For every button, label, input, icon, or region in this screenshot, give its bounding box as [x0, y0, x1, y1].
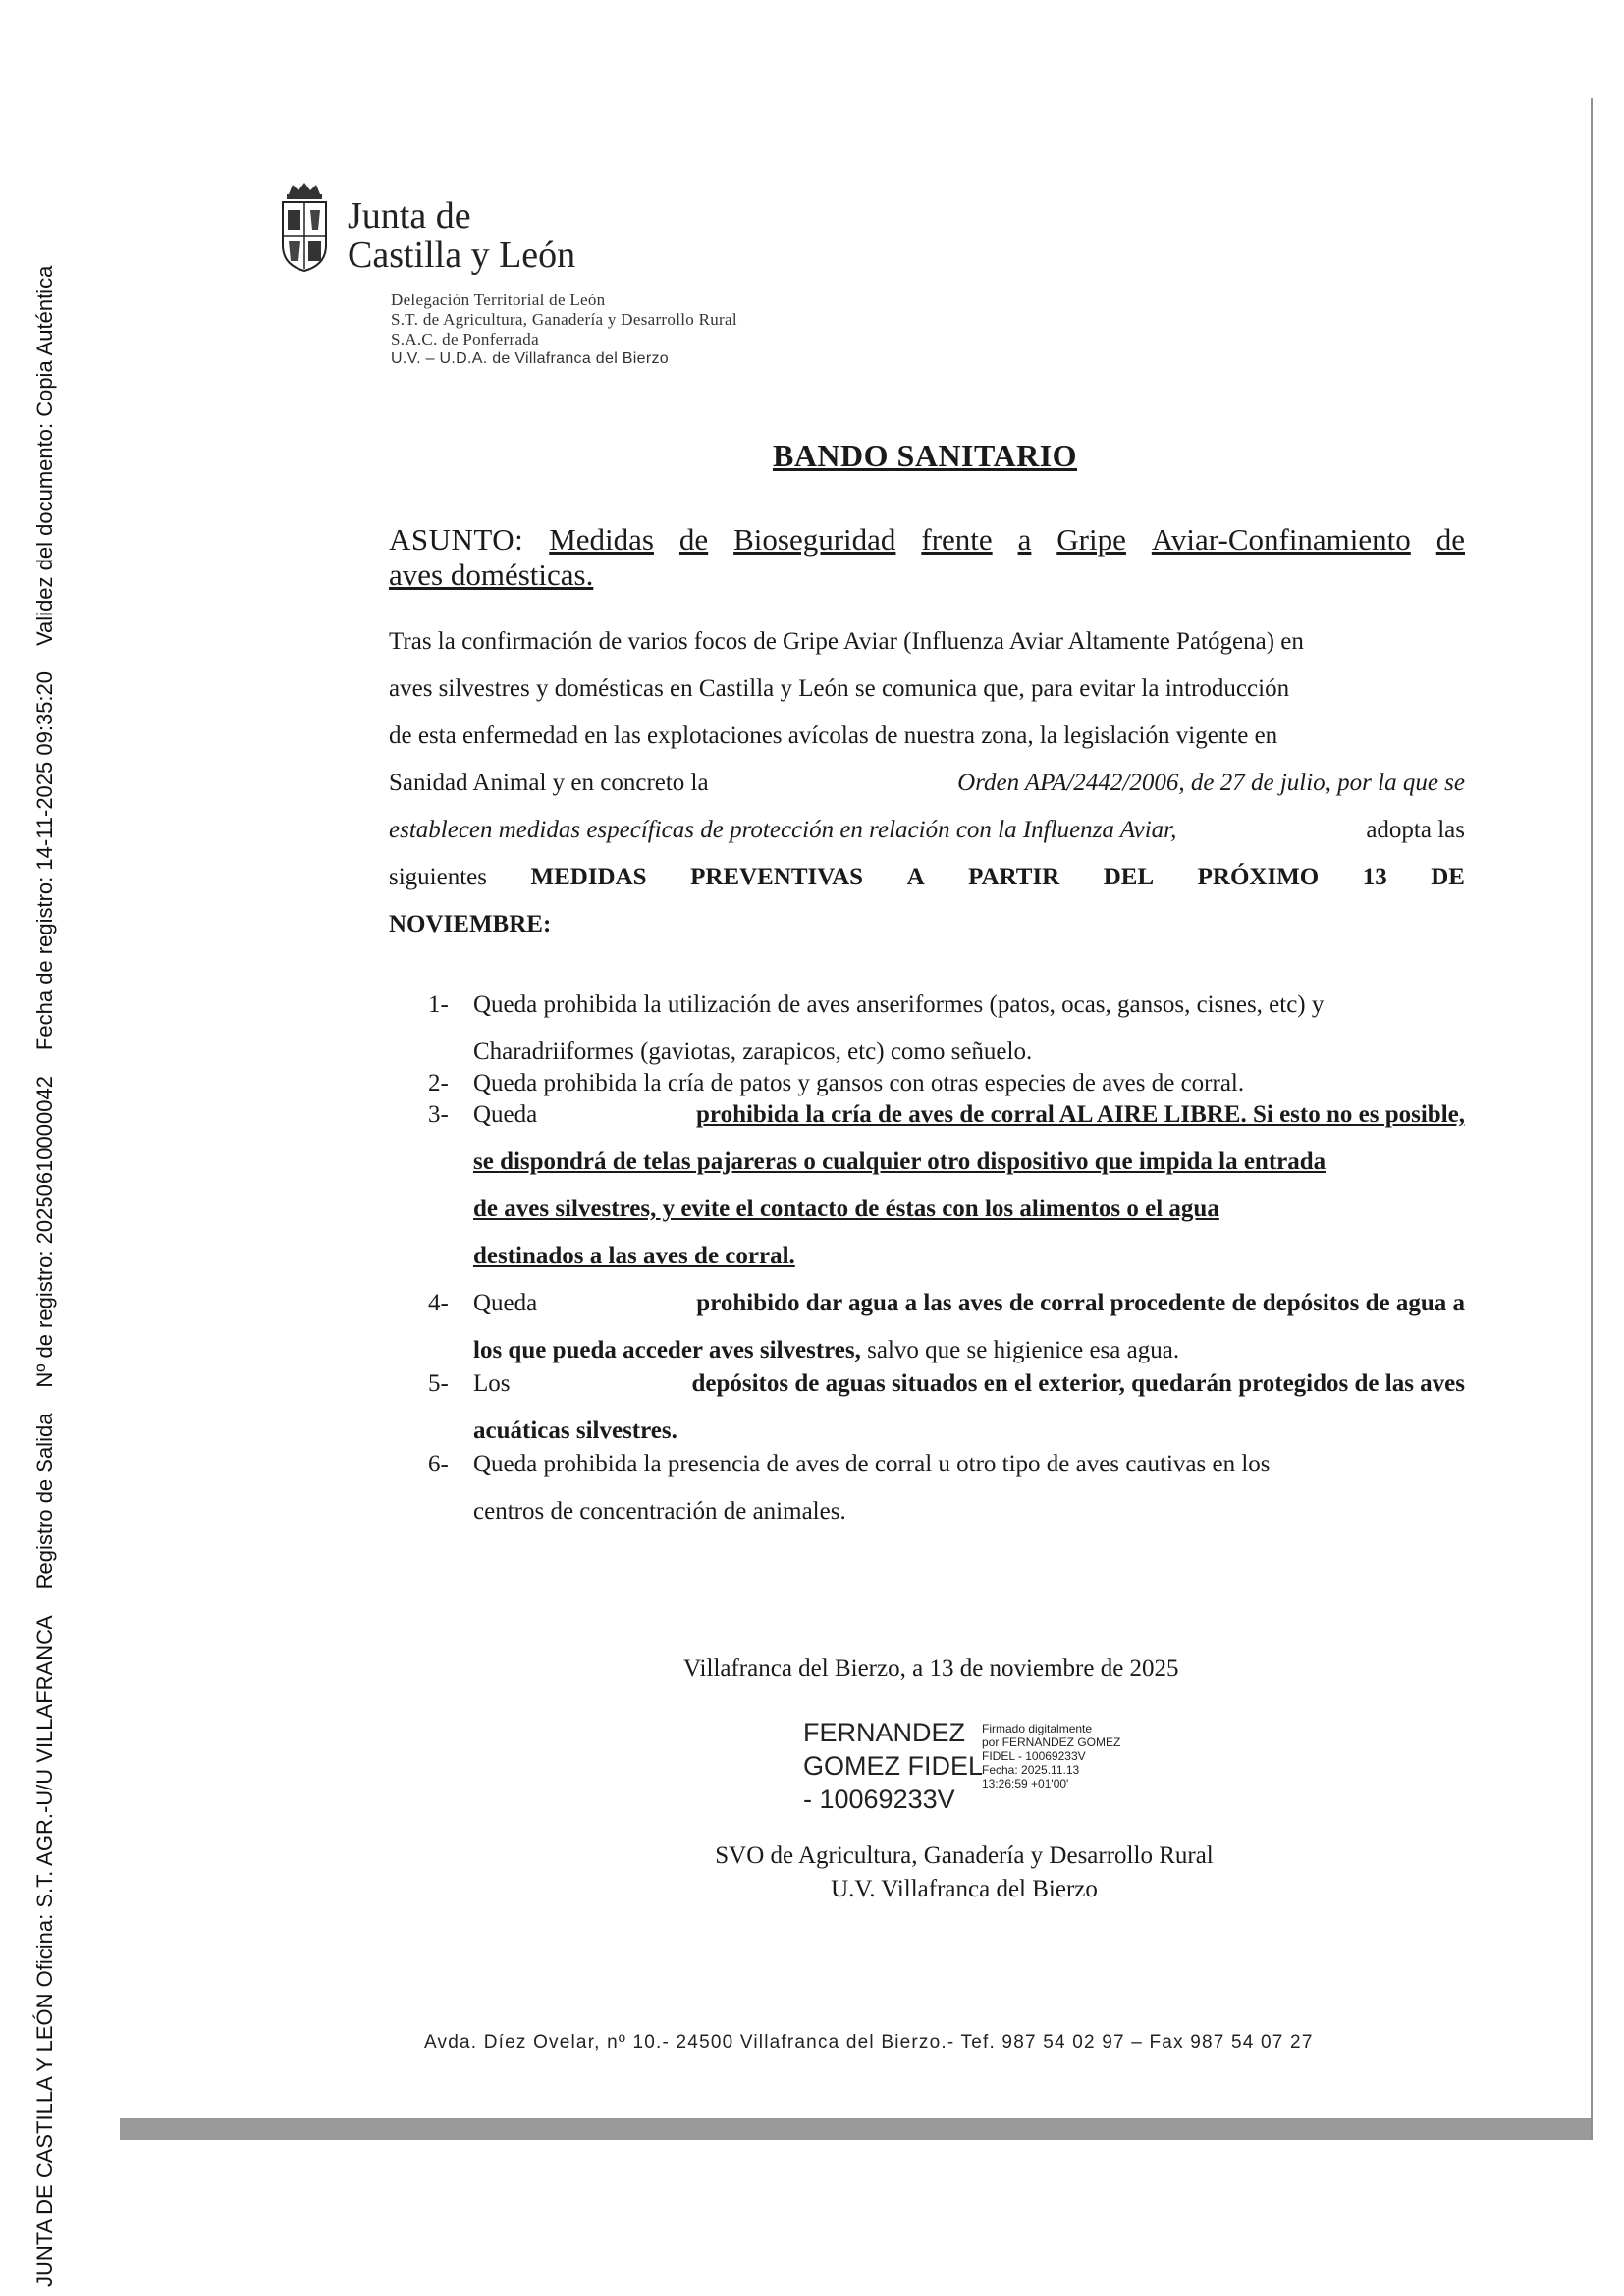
stamp-registry-date: Fecha de registro: 14-11-2025 09:35:20 [32, 670, 57, 1051]
item-number: 5- [428, 1370, 449, 1397]
stamp-registry-number: Nº de registro: 20250610000042 [32, 1076, 57, 1388]
intro-emphasis: 13 [1362, 864, 1387, 890]
item-text: Queda prohibida la cría de patos y gansos con otras especies de aves de corral. [473, 1070, 1245, 1096]
intro-line [389, 666, 1465, 713]
intro-emphasis: PRÓXIMO [1197, 864, 1320, 890]
signing-unit-line: U.V. Villafranca del Bierzo [831, 1876, 1098, 1902]
item-line [473, 1361, 1465, 1408]
signing-unit [0, 1840, 1624, 1906]
intro-emphasis: DE [1431, 864, 1465, 890]
item-text: Charadriiformes (gaviotas, zarapicos, etc) como señuelo. [473, 1039, 1033, 1065]
dept-line: S.T. de Agricultura, Ganadería y Desarrollo Rural [391, 310, 737, 329]
item-emphasis: depósitos de aguas situados en el exterior, quedarán protegidos de las aves [691, 1370, 1465, 1397]
subject-label: ASUNTO: [389, 522, 524, 557]
intro-emphasis: NOVIEMBRE: [389, 911, 552, 937]
signer-name-line: FERNANDEZ [803, 1718, 966, 1747]
item-line [473, 1280, 1465, 1327]
org-name-line2: Castilla y León [348, 235, 576, 276]
stamp-registry-type: Registro de Salida [32, 1413, 57, 1590]
coat-of-arms-logo [275, 177, 334, 275]
subject-block [389, 522, 1465, 593]
registry-stamp [27, 167, 63, 2287]
subject-word: de [678, 522, 709, 557]
org-name-line1: Junta de [348, 195, 471, 237]
subject-line-2 [389, 558, 1465, 593]
intro-emphasis: DEL [1103, 864, 1155, 890]
subject-word: de [1435, 522, 1465, 557]
item-number: 1- [428, 991, 449, 1018]
item-text: Queda prohibida la utilización de aves anseriformes (patos, ocas, gansos, cisnes, etc) y [473, 991, 1325, 1018]
place-date: Villafranca del Bierzo, a 13 de noviembre de 2025 [683, 1655, 1179, 1682]
item-number: 3- [428, 1101, 449, 1128]
intro-line [389, 854, 1465, 901]
intro-line [389, 807, 1465, 854]
signature-detail-line: por FERNANDEZ GOMEZ [982, 1735, 1121, 1749]
list-item [428, 1441, 1465, 1535]
footer-address: Avda. Díez Ovelar, nº 10.- 24500 Villafranca del Bierzo.- Tef. 987 54 02 97 – Fax 987 54 07 27 [424, 2032, 1314, 2053]
item-emphasis: se dispondrá de telas pajareras o cualquier otro dispositivo que impida la entrada [473, 1148, 1326, 1175]
signer-name-line: GOMEZ FIDEL [803, 1751, 984, 1781]
intro-line [389, 760, 1465, 807]
subject-line-1 [389, 522, 1465, 558]
stamp-validity: Validez del documento: Copia Auténtica [32, 265, 57, 646]
right-edge-rule [1591, 98, 1593, 2140]
dept-line: S.A.C. de Ponferrada [391, 330, 539, 348]
item-text: Queda prohibida la presencia de aves de corral u otro tipo de aves cautivas en los [473, 1451, 1271, 1477]
signature-detail-line: 13:26:59 +01'00' [982, 1777, 1069, 1790]
subject-word: a [1017, 522, 1032, 557]
item-text: salvo que se higienice esa agua. [867, 1337, 1180, 1363]
item-emphasis: acuáticas silvestres. [473, 1417, 677, 1444]
subject-word: Medidas [549, 522, 654, 557]
intro-line [389, 901, 1465, 948]
intro-emphasis: MEDIDAS [530, 864, 647, 890]
measures-list [428, 982, 1465, 1535]
subject-word: frente [921, 522, 993, 557]
digital-signature-name [803, 1716, 983, 1816]
intro-paragraph [389, 618, 1465, 948]
signature-detail-line: Fecha: 2025.11.13 [982, 1763, 1080, 1777]
item-line [473, 1092, 1465, 1139]
item-number: 4- [428, 1290, 449, 1316]
item-emphasis: prohibido dar agua a las aves de corral procedente de depósitos de agua a [696, 1290, 1465, 1316]
intro-emphasis: A [906, 864, 925, 890]
item-number: 2- [428, 1070, 449, 1096]
item-line [473, 1233, 1465, 1280]
item-emphasis: de aves silvestres, y evite el contacto de éstas con los alimentos o el agua [473, 1196, 1219, 1222]
intro-text: Tras la confirmación de varios focos de Gripe Aviar (Influenza Aviar Altamente Patógena) en [389, 628, 1304, 655]
intro-line [389, 618, 1465, 666]
footer-band [120, 2118, 1591, 2140]
organization-name [348, 196, 575, 275]
intro-emphasis: PARTIR [968, 864, 1060, 890]
dept-line: U.V. – U.D.A. de Villafranca del Bierzo [391, 350, 669, 367]
intro-text: aves silvestres y domésticas en Castilla y León se comunica que, para evitar la introducción [389, 675, 1290, 702]
order-reference: establecen medidas específicas de protección en relación con la Influenza Aviar, [389, 817, 1177, 843]
item-emphasis: los que pueda acceder aves silvestres, [473, 1337, 861, 1363]
item-line [473, 1139, 1465, 1186]
item-line [473, 982, 1465, 1029]
digital-signature-detail [982, 1722, 1120, 1790]
item-number: 6- [428, 1451, 449, 1477]
order-reference: Orden APA/2442/2006, de 27 de julio, por la que se [957, 770, 1465, 796]
item-line [473, 1441, 1465, 1488]
subject-word: Gripe [1056, 522, 1126, 557]
signature-detail-line: FIDEL - 10069233V [982, 1749, 1086, 1763]
document-title: BANDO SANITARIO [772, 438, 1078, 473]
item-text: Los [473, 1370, 511, 1397]
item-emphasis: prohibida la cría de aves de corral AL AIRE LIBRE. Si esto no es posible, [696, 1101, 1465, 1128]
department-block [391, 291, 737, 369]
intro-text: siguientes [389, 864, 487, 890]
stamp-office: JUNTA DE CASTILLA Y LEÓN Oficina: S.T. AGR.-U/U VILLAFRANCA [32, 1615, 57, 2287]
intro-text: adopta las [1366, 817, 1465, 843]
item-emphasis: destinados a las aves de corral. [473, 1243, 795, 1269]
subject-text: aves domésticas. [389, 558, 594, 592]
item-text: Queda [473, 1101, 538, 1128]
intro-line [389, 713, 1465, 760]
intro-text: de esta enfermedad en las explotaciones avícolas de nuestra zona, la legislación vigente en [389, 722, 1278, 749]
intro-emphasis: PREVENTIVAS [690, 864, 864, 890]
item-text: centros de concentración de animales. [473, 1498, 846, 1524]
signature-detail-line: Firmado digitalmente [982, 1722, 1093, 1735]
intro-text: Sanidad Animal y en concreto la [389, 770, 709, 796]
item-line [473, 1186, 1465, 1233]
item-line [473, 1488, 1465, 1535]
list-item [428, 1092, 1465, 1280]
signer-name-line: - 10069233V [803, 1785, 955, 1814]
item-text: Queda [473, 1290, 538, 1316]
signing-unit-line: SVO de Agricultura, Ganadería y Desarrollo Rural [715, 1842, 1214, 1869]
subject-word: Aviar-Confinamiento [1151, 522, 1411, 557]
subject-word: Bioseguridad [733, 522, 896, 557]
dept-line: Delegación Territorial de León [391, 291, 606, 309]
